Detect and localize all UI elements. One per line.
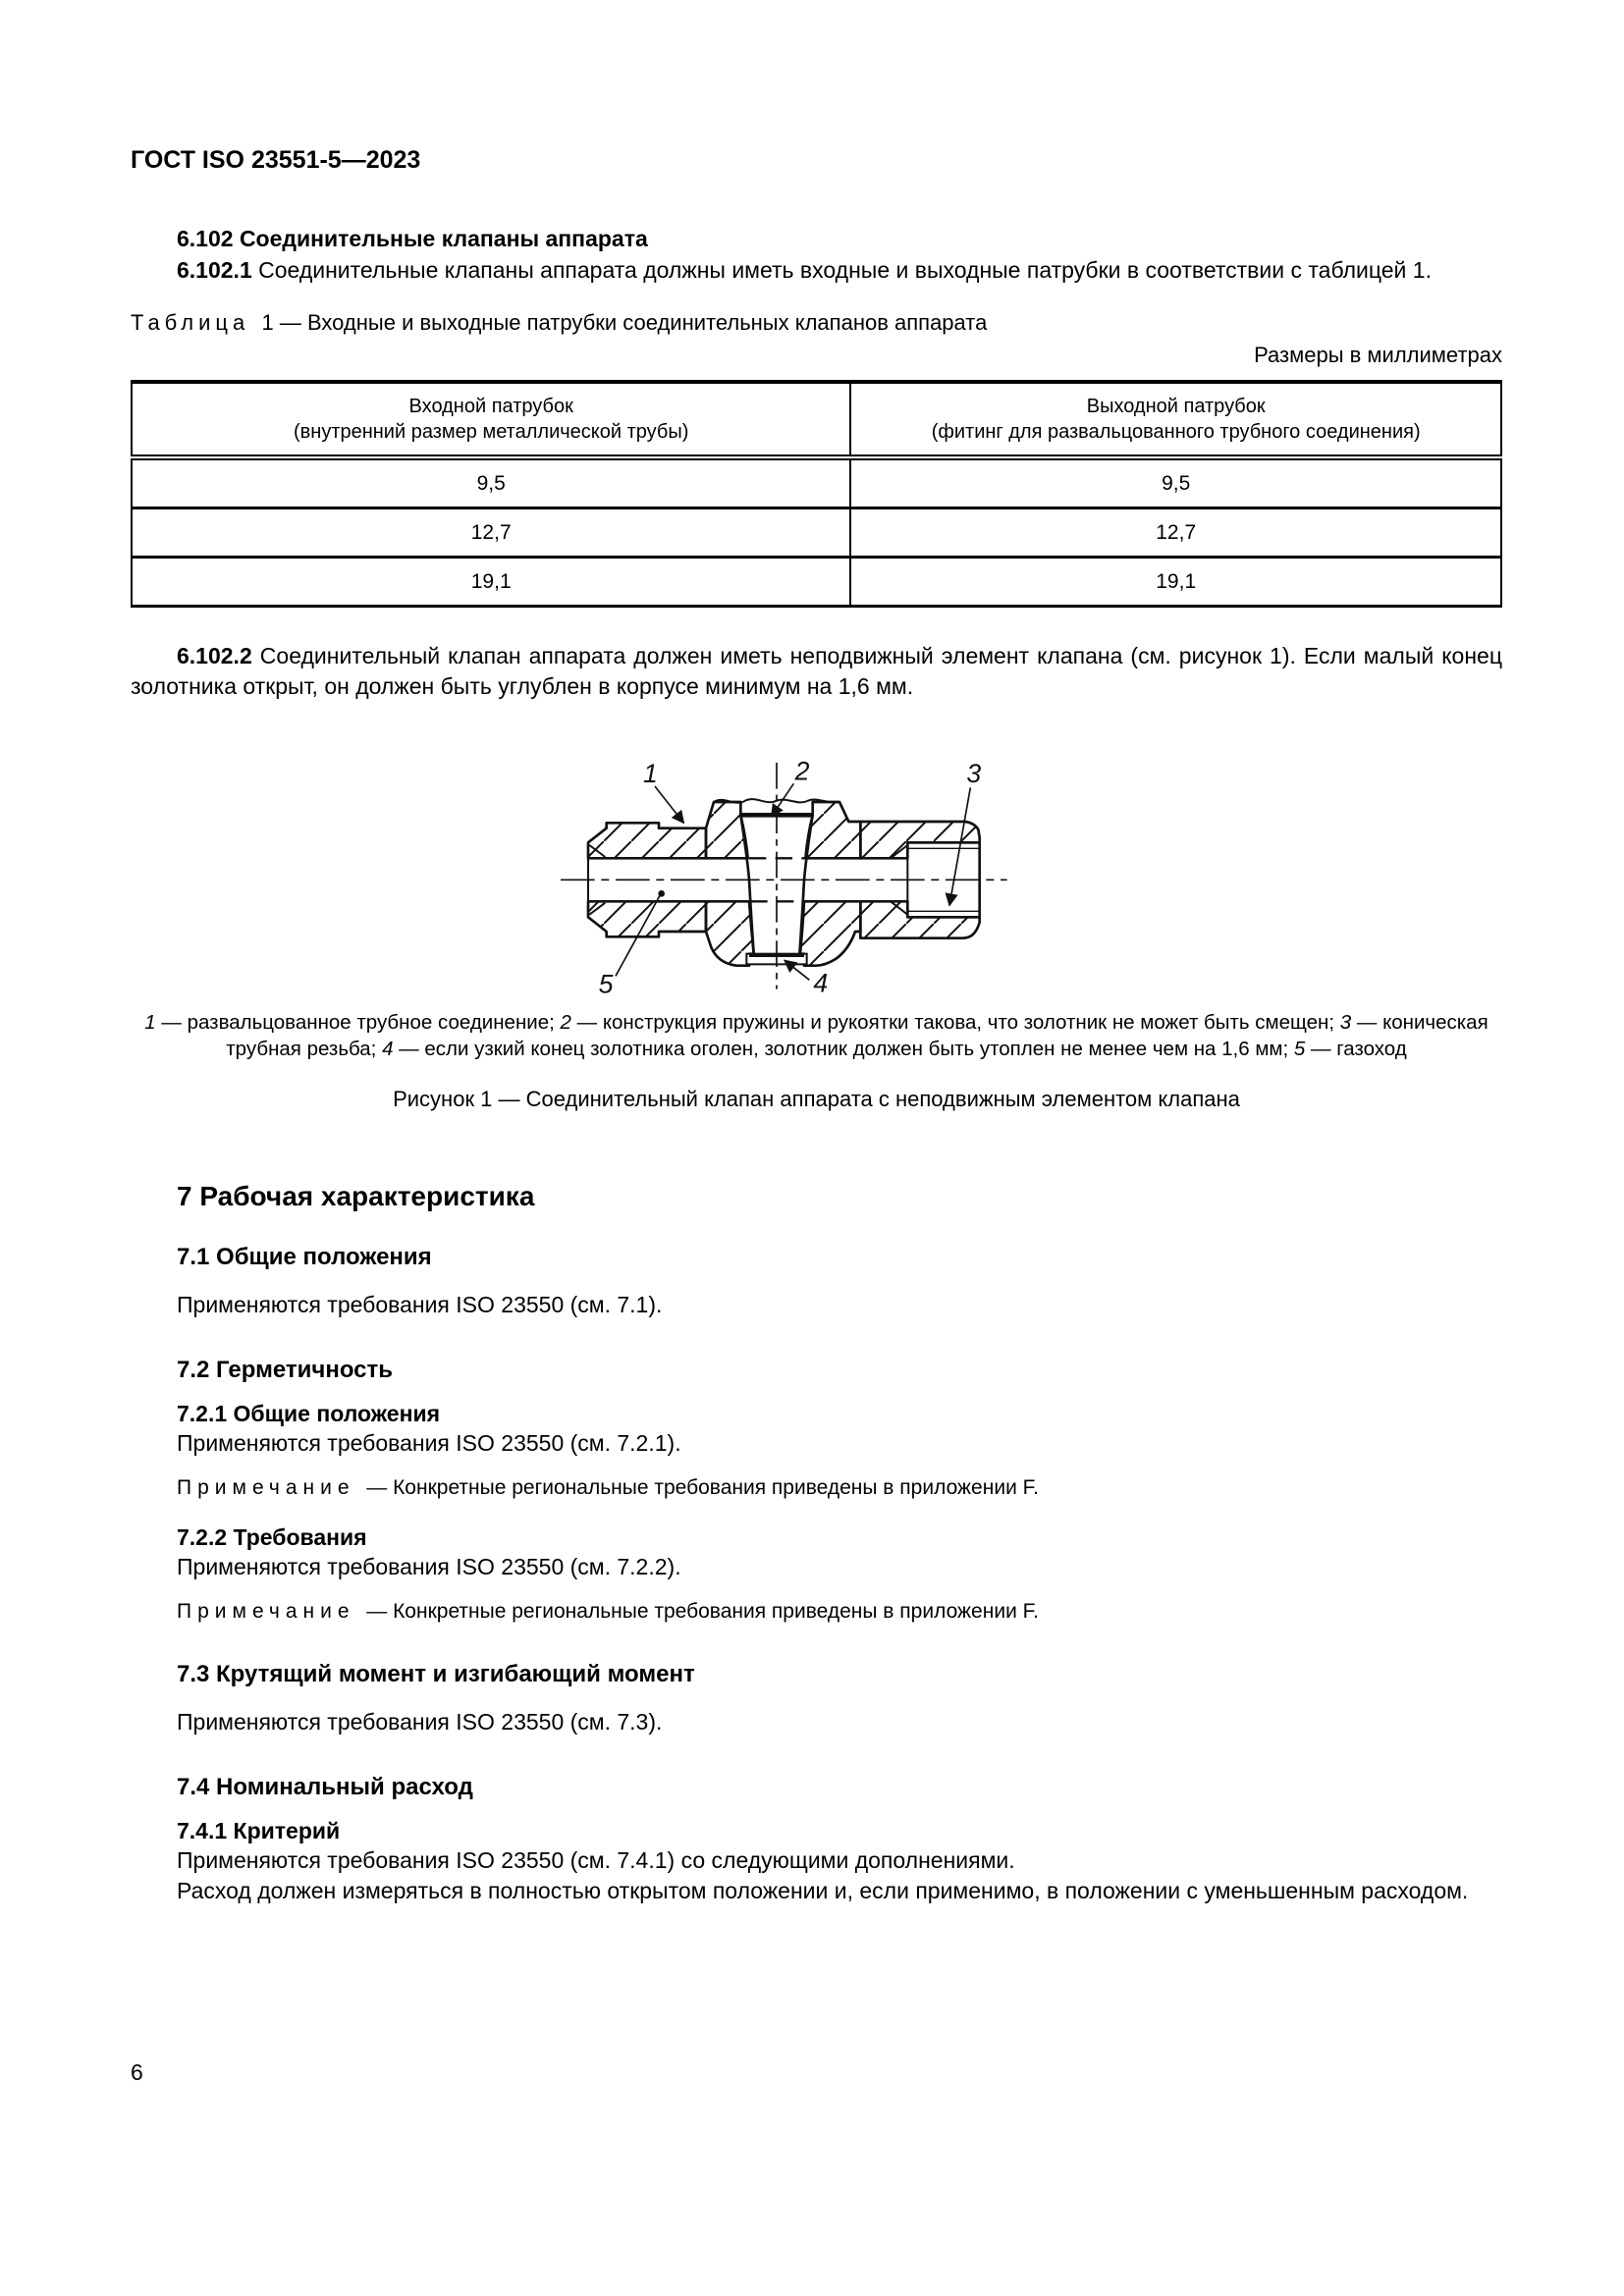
table-cell: 9,5 <box>850 457 1501 508</box>
table-cell: 9,5 <box>132 457 850 508</box>
table-row <box>132 457 1501 508</box>
section-7-h3: 7.4.1 Критерий <box>177 1818 341 1843</box>
figure-legend: 1 — развальцованное трубное соединение; 2 — конструкция пружины и рукоятки такова, что золотник не может быть смещен; 3 — коническая трубная резьба; 4 — если узкий конец золотника оголен, золотник должен быть утоплен не менее чем на 1,6 мм; 5 — газоход <box>144 1011 1489 1060</box>
section-7-note: Примечание — Конкретные региональные требования приведены в приложении F. <box>177 1600 1039 1623</box>
table-cell: 12,7 <box>850 508 1501 558</box>
legend-item-number: 3 <box>1339 1011 1352 1034</box>
figure-callout-2: 2 <box>794 759 809 786</box>
table-cell: 19,1 <box>850 558 1501 607</box>
table-cell: 19,1 <box>132 558 850 607</box>
paragraph-number: 6.102.2 <box>177 643 252 668</box>
legend-item-number: 1 <box>144 1011 156 1034</box>
paragraph-6102-2 <box>131 641 1502 702</box>
table-number: 1 <box>261 310 274 335</box>
table-1 <box>131 380 1502 608</box>
figure-callout-5: 5 <box>598 969 613 994</box>
table-row <box>132 558 1501 607</box>
table-row <box>132 508 1501 558</box>
table-cell: 12,7 <box>132 508 850 558</box>
header-line: Входной патрубок <box>408 396 573 417</box>
section-6102-heading: 6.102 Соединительные клапаны аппарата <box>177 226 648 251</box>
section-7-p: Применяются требования ISO 23550 (см. 7.4.1) со следующими дополнениями. <box>177 1847 1015 1873</box>
figure-1 <box>131 759 1502 999</box>
section-7-h2: 7.2 Герметичность <box>177 1357 394 1383</box>
paragraph-text: Соединительный клапан аппарата должен иметь неподвижный элемент клапана (см. рисунок 1). Если малый конец золотника открыт, он должен быть углублен в корпусе минимум на 1,6 мм. <box>131 643 1503 699</box>
figure-callout-3: 3 <box>965 759 981 788</box>
table-title: — Входные и выходные патрубки соединительных клапанов аппарата <box>279 310 988 335</box>
header-line: (внутренний размер металлической трубы) <box>293 421 689 443</box>
section-7-blocks <box>131 1243 1502 1906</box>
section-7-p: Применяются требования ISO 23550 (см. 7.3). <box>177 1709 663 1735</box>
section-7-note: Примечание — Конкретные региональные требования приведены в приложении F. <box>177 1476 1039 1499</box>
table-body <box>132 457 1501 607</box>
table-header-outlet <box>850 382 1501 457</box>
section-7-h3: 7.2.1 Общие положения <box>177 1401 441 1426</box>
page-content <box>131 145 1502 1906</box>
table-label: Таблица <box>131 310 250 335</box>
paragraph-number: 6.102.1 <box>177 257 252 283</box>
section-7-p: Расход должен измеряться в полностью открытом положении и, если применимо, в положении с уменьшенным расходом. <box>177 1878 1469 1903</box>
header-line: Выходной патрубок <box>1086 396 1266 417</box>
page-number: 6 <box>131 2059 143 2085</box>
section-7-p: Применяются требования ISO 23550 (см. 7.1). <box>177 1292 663 1317</box>
section-7-p: Применяются требования ISO 23550 (см. 7.2.1). <box>177 1430 681 1456</box>
section-7-h2: 7.4 Номинальный расход <box>177 1774 473 1800</box>
doc-header: ГОСТ ISO 23551-5—2023 <box>131 146 421 174</box>
valve-body-section <box>588 802 980 966</box>
table-head <box>132 382 1501 457</box>
section-7-h2: 7.1 Общие положения <box>177 1244 432 1270</box>
table-header-inlet <box>132 382 850 457</box>
figure-callout-4: 4 <box>812 968 828 994</box>
legend-item-number: 4 <box>382 1038 394 1060</box>
figure-callout-1: 1 <box>642 759 658 788</box>
figure-1-drawing <box>549 759 1020 994</box>
section-7-title: 7 Рабочая характеристика <box>177 1181 535 1211</box>
note-label: Примечание <box>177 1476 355 1499</box>
header-line: (фитинг для развальцованного трубного соединения) <box>931 421 1421 443</box>
callout-5-dot <box>658 890 665 897</box>
legend-item-number: 5 <box>1293 1038 1306 1060</box>
paragraph-6102-1 <box>131 255 1502 286</box>
section-7-p: Применяются требования ISO 23550 (см. 7.2.2). <box>177 1554 681 1579</box>
section-7-h3: 7.2.2 Требования <box>177 1524 367 1550</box>
table-header-row <box>132 382 1501 457</box>
table-1-caption <box>131 309 1502 337</box>
section-7-h2: 7.3 Крутящий момент и изгибающий момент <box>177 1661 695 1687</box>
note-label: Примечание <box>177 1600 355 1623</box>
paragraph-text: Соединительные клапаны аппарата должны иметь входные и выходные патрубки в соответствии с таблицей 1. <box>258 257 1432 283</box>
units-note: Размеры в миллиметрах <box>1254 343 1502 367</box>
figure-1-caption: Рисунок 1 — Соединительный клапан аппарата с неподвижным элементом клапана <box>393 1087 1240 1111</box>
legend-item-number: 2 <box>560 1011 571 1034</box>
